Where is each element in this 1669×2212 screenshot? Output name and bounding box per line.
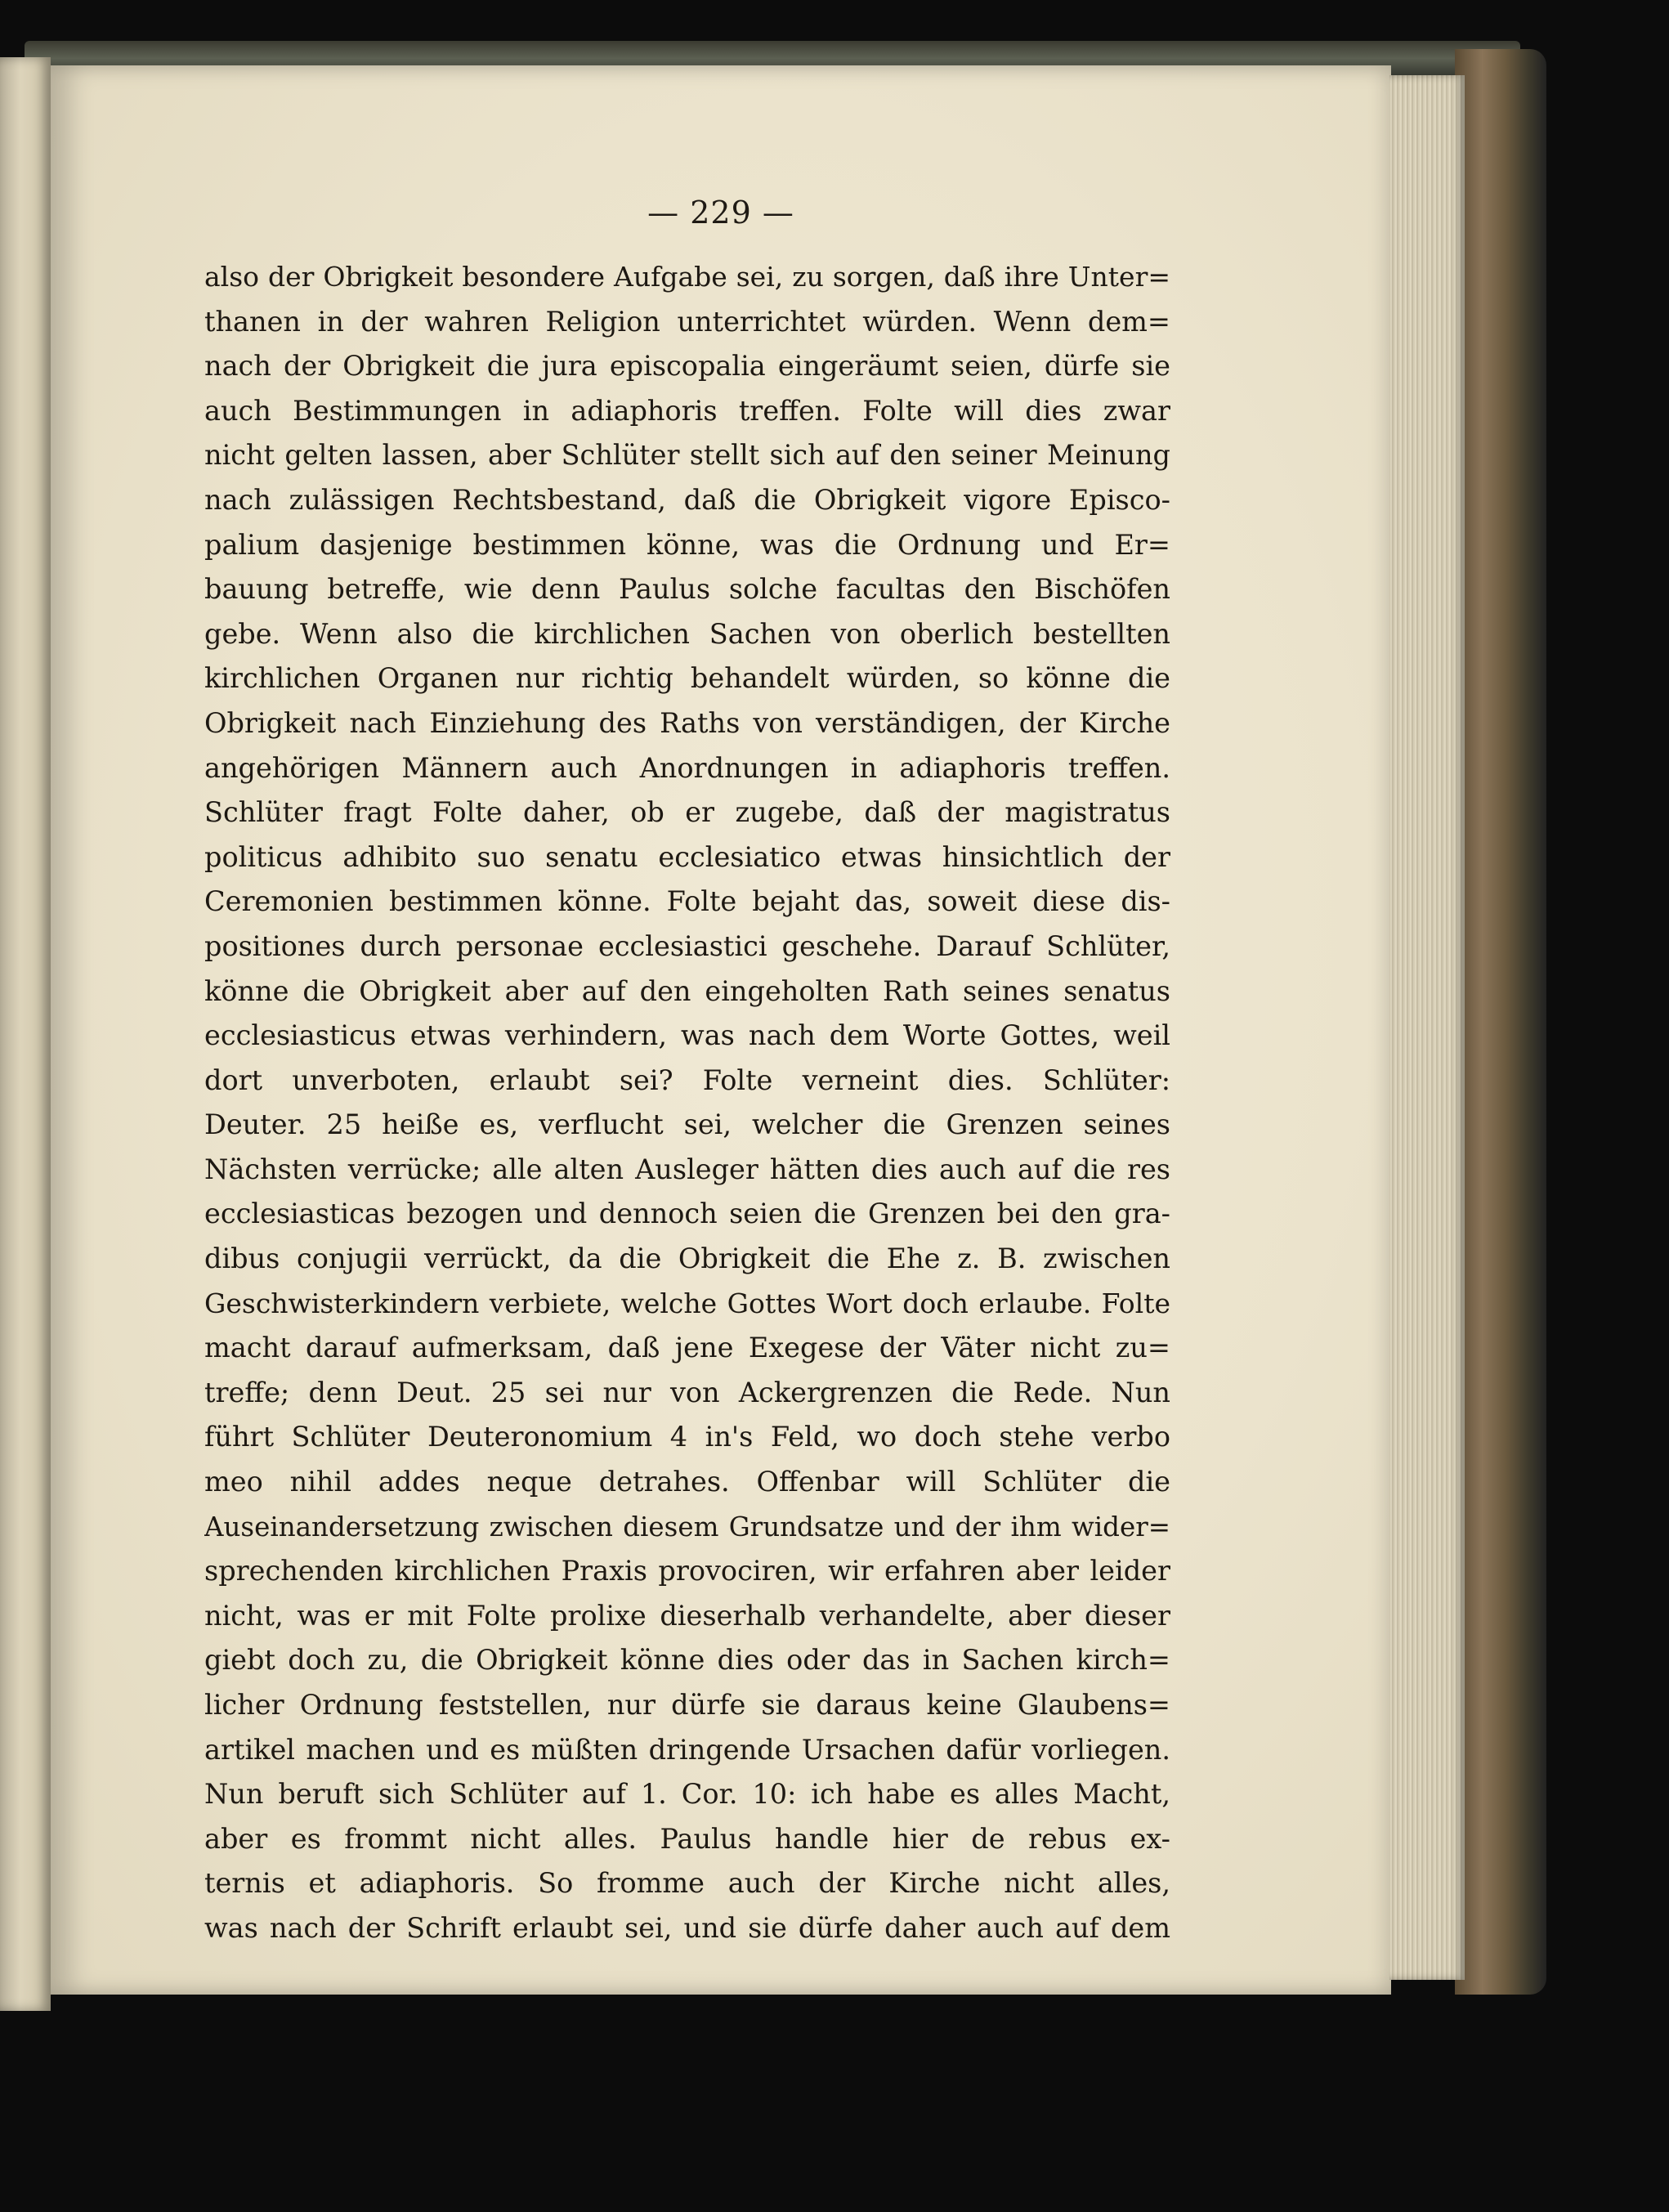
text-line: führt Schlüter Deuteronomium 4 in's Feld, wo doch stehe verbo — [204, 1421, 1170, 1453]
text-line: angehörigen Männern auch Anordnungen in adiaphoris treffen. — [204, 751, 1170, 784]
text-line: macht darauf aufmerksam, daß jene Exegese der Väter nicht zu= — [204, 1332, 1170, 1364]
book-cover-right-edge — [1455, 49, 1546, 1995]
text-line: licher Ordnung feststellen, nur dürfe sie daraus keine Glaubens= — [204, 1689, 1170, 1721]
text-line: Auseinandersetzung zwischen diesem Grundsatze und der ihm wider= — [204, 1511, 1170, 1543]
text-line: thanen in der wahren Religion unterrichtet würden. Wenn dem= — [204, 305, 1170, 338]
text-line: was nach der Schrift erlaubt sei, und sie dürfe daher auch auf dem — [204, 1911, 1170, 1944]
text-line: Schlüter fragt Folte daher, ob er zugebe, daß der magistratus — [204, 796, 1170, 829]
text-line: sprechenden kirchlichen Praxis provociren, wir erfahren aber leider — [204, 1555, 1170, 1587]
left-page-edge — [0, 57, 51, 2011]
text-line: aber es frommt nicht alles. Paulus handle hier de rebus ex- — [204, 1822, 1170, 1855]
page-stack-edge — [1389, 75, 1465, 1980]
text-line: nach der Obrigkeit die jura episcopalia eingeräumt seien, dürfe sie — [204, 350, 1170, 383]
text-line: bauung betreffe, wie denn Paulus solche facultas den Bischöfen — [204, 573, 1170, 606]
text-line: ternis et adiaphoris. So fromme auch der Kirche nicht alles, — [204, 1867, 1170, 1900]
text-line: palium dasjenige bestimmen könne, was die Ordnung und Er= — [204, 528, 1170, 561]
text-line: positiones durch personae ecclesiastici geschehe. Darauf Schlüter, — [204, 929, 1170, 962]
text-line: Nächsten verrücke; alle alten Ausleger hätten dies auch auf die res — [204, 1153, 1170, 1185]
text-line: kirchlichen Organen nur richtig behandelt würden, so könne die — [204, 662, 1170, 695]
text-line: ecclesiasticas bezogen und dennoch seien die Grenzen bei den gra- — [204, 1198, 1170, 1230]
text-line: ecclesiasticus etwas verhindern, was nach dem Worte Gottes, weil — [204, 1019, 1170, 1052]
text-line: Obrigkeit nach Einziehung des Raths von verständigen, der Kirche — [204, 706, 1170, 739]
text-line: Nun beruft sich Schlüter auf 1. Cor. 10: ich habe es alles Macht, — [204, 1778, 1170, 1811]
text-line: meo nihil addes neque detrahes. Offenbar will Schlüter die — [204, 1466, 1170, 1498]
text-line: dort unverboten, erlaubt sei? Folte verneint dies. Schlüter: — [204, 1063, 1170, 1096]
text-line: gebe. Wenn also die kirchlichen Sachen von oberlich bestellten — [204, 617, 1170, 650]
text-line: also der Obrigkeit besondere Aufgabe sei, zu sorgen, daß ihre Unter= — [204, 261, 1170, 293]
text-line: dibus conjugii verrückt, da die Obrigkeit die Ehe z. B. zwischen — [204, 1243, 1170, 1275]
text-line: giebt doch zu, die Obrigkeit könne dies oder das in Sachen kirch= — [204, 1644, 1170, 1677]
page-number: — 229 — — [647, 195, 794, 231]
text-line: treffe; denn Deut. 25 sei nur von Ackergrenzen die Rede. Nun — [204, 1376, 1170, 1408]
body-text — [204, 255, 1170, 1951]
text-line: Ceremonien bestimmen könne. Folte bejaht das, soweit diese dis- — [204, 885, 1170, 918]
text-line: Deuter. 25 heiße es, verflucht sei, welcher die Grenzen seines — [204, 1108, 1170, 1141]
text-line: nicht, was er mit Folte prolixe dieserhalb verhandelte, aber dieser — [204, 1599, 1170, 1632]
text-line: Geschwisterkindern verbiete, welche Gottes Wort doch erlaube. Folte — [204, 1287, 1170, 1319]
text-line: politicus adhibito suo senatu ecclesiatico etwas hinsichtlich der — [204, 840, 1170, 873]
text-line: auch Bestimmungen in adiaphoris treffen. Folte will dies zwar — [204, 394, 1170, 427]
text-line: könne die Obrigkeit aber auf den eingeholten Rath seines senatus — [204, 974, 1170, 1007]
text-line: nach zulässigen Rechtsbestand, daß die Obrigkeit vigore Episco- — [204, 483, 1170, 516]
text-line: artikel machen und es müßten dringende Ursachen dafür vorliegen. — [204, 1733, 1170, 1766]
text-line: nicht gelten lassen, aber Schlüter stellt sich auf den seiner Meinung — [204, 439, 1170, 472]
